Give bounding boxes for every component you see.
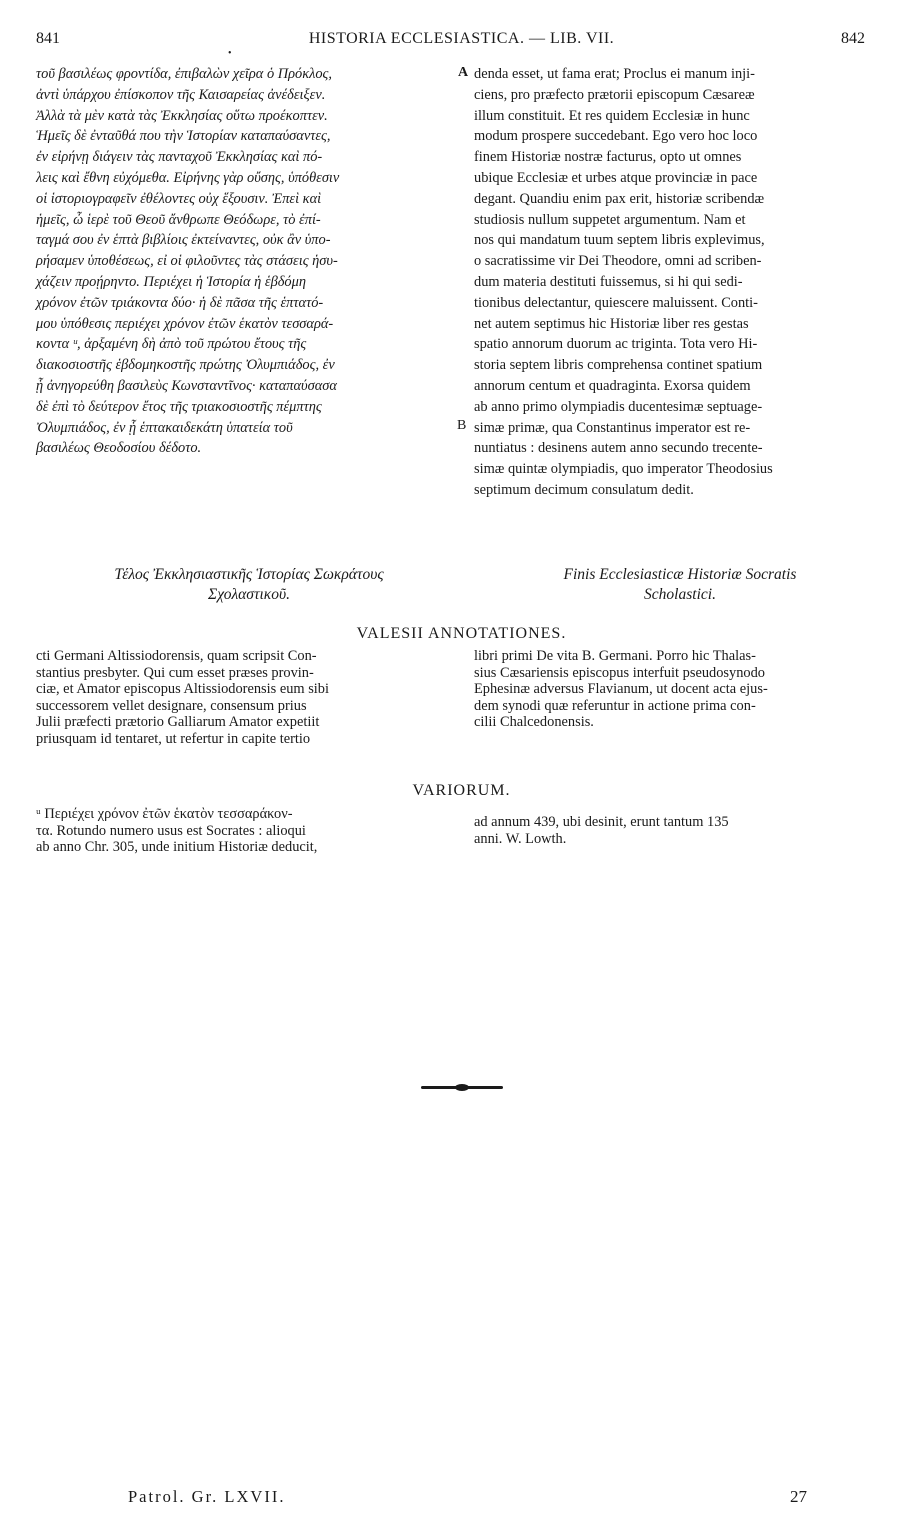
latin-line: tionibus delectantur, quiescere maluissent. Conti- (474, 294, 758, 311)
latin-explicit (474, 565, 886, 605)
ornamental-rule-knot (455, 1084, 469, 1091)
latin-line: modum prospere succedebant. Ego vero hoc loco (474, 128, 758, 145)
margin-letter-b: B (457, 418, 467, 433)
greek-line: ᾗ ἀνηγορεύθη βασιλεὺς Κωνσταντῖνος· καταπαύσασα (36, 377, 337, 394)
greek-line: οἱ ἱστοριογραφεῖν ἐθέλοντες οὐχ ἕξουσιν. Ἐπεὶ καὶ (36, 190, 322, 207)
greek-line: χρόνον ἐτῶν τριάκοντα δύο· ἡ δὲ πᾶσα τῆς ἑπτατό- (36, 294, 324, 311)
latin-line: nos qui mandatum tuum septem libris explevimus, (474, 232, 765, 249)
latin-text-column (474, 64, 886, 501)
note-line: cilii Chalcedonensis. (474, 714, 594, 731)
variorum-notes-left (36, 806, 462, 856)
greek-line: χάζειν προῄρηντο. Περιέχει ἡ Ἱστορία ἡ ἑβδόμη (36, 273, 306, 290)
greek-line: Ἀλλὰ τὰ μὲν κατὰ τὰς Ἐκκλησίας οὕτω προέκοπτεν. (36, 107, 328, 124)
latin-line: septimum decimum consulatum dedit. (474, 481, 694, 498)
margin-letter-a: A (458, 65, 469, 80)
greek-line: τοῦ βασιλέως φροντίδα, ἐπιβαλὼν χεῖρα ὁ Πρόκλος, (36, 66, 332, 82)
note-line: ab anno Chr. 305, unde initium Historiæ deducit, (36, 839, 318, 856)
latin-line: ab anno primo olympiadis ducentesimæ septuage- (474, 398, 763, 415)
latin-line: finem Historiæ nostræ facturus, opto ut omnes (474, 149, 742, 166)
latin-line: spatio annorum duorum ac triginta. Tota vero Hi- (474, 336, 758, 353)
note-line: ᵘ Περιέχει χρόνον ἐτῶν ἑκατὸν τεσσαράκον- (36, 806, 293, 822)
latin-line: simæ primæ, qua Constantinus imperator est re- (474, 419, 751, 436)
greek-line: δὲ ἐπὶ τὸ δεύτερον ἔτος τῆς τριακοσιοστῆς πέμπτης (36, 398, 322, 415)
latin-line: denda esset, ut fama erat; Proclus ei manum inji- (474, 66, 755, 82)
note-line: sius Cæsariensis episcopus interfuit pseudosynodo (474, 664, 765, 681)
greek-line: ἐν εἰρήνῃ διάγειν τὰς πανταχοῦ Ἐκκλησίας καὶ πό- (36, 149, 323, 166)
greek-line: ρήσαμεν ὑποθέσεως, εἰ οἱ φιλοῦντες τὰς στάσεις ἡσυ- (36, 253, 338, 270)
greek-explicit-line: Σχολαστικοῦ. (208, 586, 290, 603)
latin-line: ubique Ecclesiæ et urbes atque provinciæ in pace (474, 169, 758, 186)
latin-line: ciens, pro præfecto prætorii episcopum Cæsareæ (474, 86, 755, 103)
running-header (0, 30, 923, 59)
greek-line: ταγμά σου ἐν ἑπτὰ βιβλίοις ἐκτείναντες, οὐκ ἂν ὑπο- (36, 232, 331, 249)
greek-line: ἡμεῖς, ὦ ἱερὲ τοῦ Θεοῦ ἄνθρωπε Θεόδωρε, τὸ ἐπί- (36, 211, 321, 228)
variorum-notes-right (474, 814, 886, 847)
latin-line: annorum centum et quadraginta. Exorsa quidem (474, 377, 751, 394)
valesii-notes-right (474, 648, 886, 731)
header-dot: • (228, 48, 232, 59)
greek-line: κοντα ᵘ, ἀρξαμένη δὴ ἀπὸ τοῦ πρώτου ἔτους τῆς (36, 336, 307, 353)
page-number-left: 841 (36, 30, 60, 47)
latin-line: illum constituit. Et res quidem Ecclesiæ in hunc (474, 107, 750, 124)
latin-explicit-line: Scholastici. (644, 586, 716, 603)
greek-explicit-line: Τέλος Ἐκκλησιαστικῆς Ἱστορίας Σωκράτους (114, 566, 384, 583)
greek-line: Ὀλυμπιάδος, ἐν ᾗ ἑπτακαιδεκάτη ὑπατεία τοῦ (36, 419, 293, 436)
gathering-number: 27 (790, 1487, 807, 1506)
signature-mark: Patrol. Gr. LXVII. (128, 1487, 286, 1506)
latin-line: o sacratissime vir Dei Theodore, omni ad scriben- (474, 253, 762, 270)
note-line: ciæ, et Amator episcopus Altissiodorensis eum sibi (36, 681, 329, 698)
greek-line: βασιλέως Θεοδοσίου δέδοτο. (36, 440, 202, 457)
valesii-notes-left (36, 648, 462, 748)
latin-line: studiosis nullum suppetet argumentum. Nam et (474, 211, 746, 228)
latin-line: nuntiatus : desinens autem anno secundo trecente- (474, 440, 763, 457)
greek-line: μου ὑπόθεσις περιέχει χρόνον ἐτῶν ἑκατὸν τεσσαρά- (36, 315, 334, 332)
greek-line: ἀντὶ ὑπάρχου ἐπίσκοπον τῆς Καισαρείας ἀνέδειξεν. (36, 86, 326, 103)
latin-line: degant. Quandiu enim pax erit, historiæ scribendæ (474, 190, 765, 207)
latin-line: storia septem libris comprehensa continet spatium (474, 357, 763, 374)
note-line: cti Germani Altissiodorensis, quam scripsit Con- (36, 648, 317, 664)
greek-line: Ἡμεῖς δὲ ἐνταῦθά που τὴν Ἱστορίαν καταπαύσαντες, (36, 128, 331, 145)
note-line: Ephesinæ adversus Flavianum, ut docent acta ejus- (474, 681, 768, 698)
variorum-heading: VARIORUM. (412, 782, 511, 799)
note-line: libri primi De vita B. Germani. Porro hic Thalas- (474, 648, 756, 664)
note-line: dem synodi quæ referuntur in actione prima con- (474, 697, 756, 714)
greek-line: διακοσιοστῆς ἑβδομηκοστῆς πρώτης Ὀλυμπιάδος, ἐν (36, 357, 335, 374)
note-line: stantius presbyter. Qui cum esset præses provin- (36, 664, 314, 681)
note-line: anni. W. Lowth. (474, 830, 567, 847)
latin-explicit-line: Finis Ecclesiasticæ Historiæ Socratis (563, 566, 797, 583)
greek-text-column (36, 64, 462, 459)
note-line: successorem vellet designare, consensum prius (36, 697, 307, 714)
note-line: τα. Rotundo numero usus est Socrates : alioqui (36, 822, 306, 839)
latin-line: net autem septimus hic Historiæ liber res gestas (474, 315, 749, 332)
latin-line: simæ quintæ olympiadis, quo imperator Theodosius (474, 461, 773, 478)
page-number-right: 842 (841, 30, 865, 47)
latin-line: dum materia destituti fuissemus, si hi qui sedi- (474, 273, 743, 290)
note-line: priusquam id tentaret, ut refertur in capite tertio (36, 730, 311, 747)
note-line: Julii præfecti prætorio Galliarum Amator expetiit (36, 714, 320, 731)
greek-explicit (36, 565, 462, 605)
greek-line: λεις καὶ ἔθνη εὐχόμεθα. Εἰρήνης γὰρ οὔσης, ὑπόθεσιν (36, 169, 340, 186)
note-line: ad annum 439, ubi desinit, erunt tantum 135 (474, 814, 729, 830)
valesii-heading: VALESII ANNOTATIONES. (356, 625, 567, 642)
running-title: HISTORIA ECCLESIASTICA. — LIB. VII. (308, 30, 615, 47)
